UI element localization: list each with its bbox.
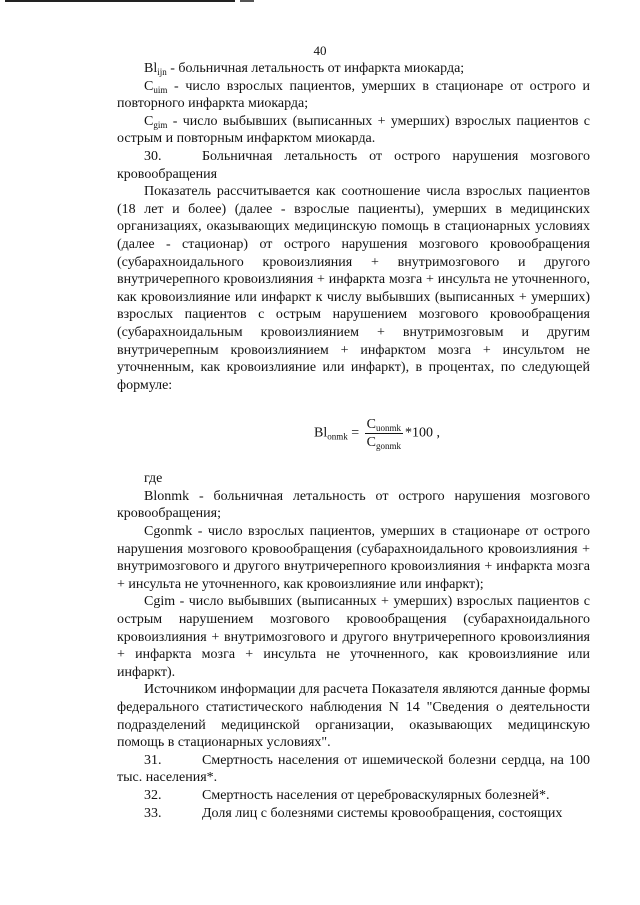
section-30-paragraph: Показатель рассчитывается как соотношение числа взрослых пациентов (18 лет и более) (далее - взрослые пациенты), умерших в медицинских организациях, оказывающих медицинскую помощь в стационарных условиях (далее - стационар) от острого нарушения мозгового кровообращения (субарахноидального кровоизлияния + внутримозгового и другого внутричерепного кровоизлияния + инфаркта мозга + инсульта не уточненного, как кровоизлияние или инфаркт к числу выбывших (выписанных + умерших) взрослых пациентов с острым нарушением мозгового кровообращения (субарахноидальным кровоизлиянием + внутримозговым и другим внутричерепным кровоизлиянием + инфарктом мозга + инсультом не уточненным, как кровоизлияние или инфаркт), в процентах, по следующей формуле:: [117, 184, 590, 393]
section-30-heading: 30. Больничная летальность от острого нарушения мозгового кровообращения: [117, 148, 590, 182]
definition-blonmk: Blonmk - больничная летальность от острого нарушения мозгового кровообращения;: [117, 488, 590, 522]
definition-cgonmk: Cgonmk - число взрослых пациентов, умерших в стационаре от острого нарушения мозгового кровообращения (субарахноидального кровоизлияния + внутримозгового и другого внутричерепного кровоизлияния + инфаркта мозга + инсульта не уточненного, как кровоизлияние или инфаркт);: [117, 524, 590, 592]
source-paragraph: Источником информации для расчета Показателя являются данные формы федерального статистического наблюдения N 14 "Сведения о деятельности подразделений медицинской организации, оказывающих медицинскую помощь в стационарных условиях".: [117, 682, 590, 751]
page-number: 40: [313, 43, 327, 58]
top-mark: [240, 0, 254, 2]
definition-c-uim: $C_{uim}$ - число взрослых пациентов, умерших в стационаре от острого и повторного инфаркта миокарда;: [117, 78, 590, 112]
formula-fraction: $\frac{C_{uonmk}}{C_{gonmk}}$: [366, 417, 402, 452]
top-rule: [5, 0, 235, 2]
definition-cgim: Cgim - число выбывших (выписанных + умерших) взрослых пациентов с острым нарушением мозгового кровообращения (субарахноидального кровоизлияния + внутримозгового и другого внутричерепного кровоизлияния + инфаркта мозга + инсульта не уточненного, как кровоизлияние или инфаркт).: [117, 594, 590, 680]
definition-bl-ijn: $Bl_{ijn}$ - больничная летальность от инфаркта миокарда;: [144, 61, 465, 77]
document-body: [117, 60, 590, 822]
section-32: 32. Смертность населения от цереброваскулярных болезней*.: [144, 787, 550, 803]
section-31: 31. Смертность населения от ишемической болезни сердца, на 100 тыс. населения*.: [117, 752, 590, 786]
definition-c-gim: $C_{gim}$ - число выбывших (выписанных + умерших) взрослых пациентов с острым и повторным инфарктом миокарда.: [117, 113, 590, 147]
formula: $Bl_{onmk}$ = $\frac{C_{uonmk}}{C_{gonmk}}$ *100 ,: [314, 417, 441, 452]
where-label: где: [144, 471, 163, 487]
section-33: 33. Доля лиц с болезнями системы кровообращения, состоящих: [144, 805, 563, 821]
